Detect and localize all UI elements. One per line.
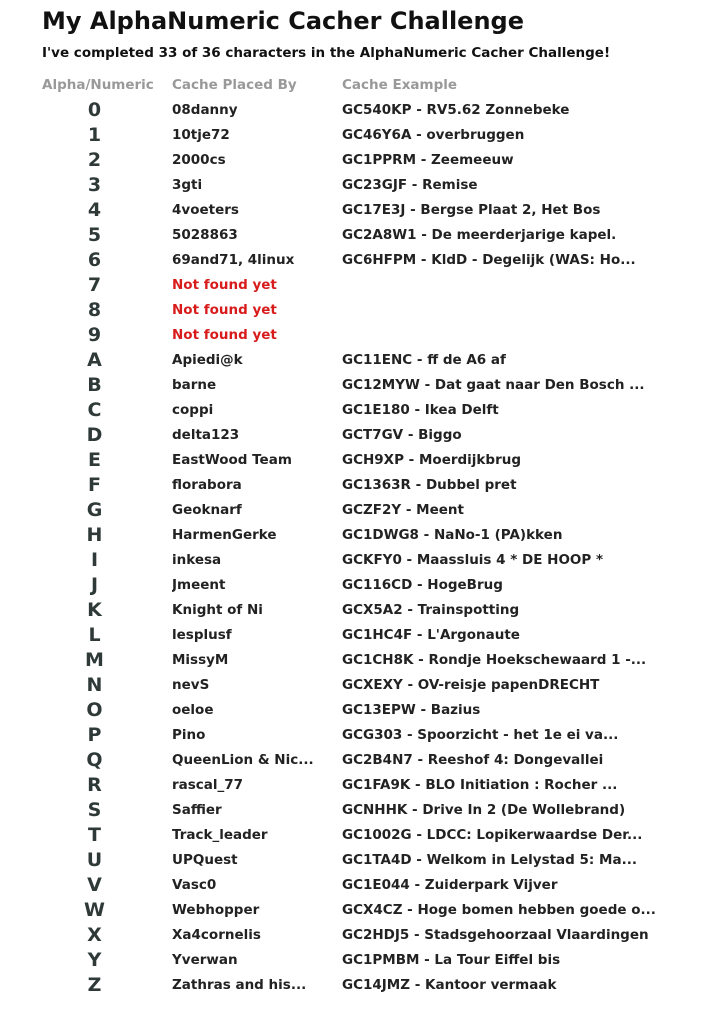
cache-owner: EastWood Team: [172, 452, 292, 468]
not-found-label: Not found yet: [172, 277, 277, 293]
alpha-numeric-character: C: [87, 399, 102, 421]
cache-owner: nevS: [172, 677, 210, 693]
not-found-label: Not found yet: [172, 302, 277, 318]
alpha-numeric-character: W: [84, 899, 105, 921]
alpha-numeric-character: U: [86, 849, 103, 871]
table-row: [42, 198, 712, 223]
alpha-numeric-character: F: [88, 474, 101, 496]
cache-owner: MissyM: [172, 652, 229, 668]
cache-example[interactable]: GCT7GV - Biggo: [342, 427, 462, 443]
cache-example[interactable]: GC2HDJ5 - Stadsgehoorzaal Vlaardingen: [342, 927, 649, 943]
cache-example[interactable]: GC1CH8K - Rondje Hoekschewaard 1 -...: [342, 652, 647, 668]
table-row: [42, 398, 712, 423]
table-row: [42, 848, 712, 873]
alpha-numeric-character: B: [87, 374, 102, 396]
table-row: [42, 648, 712, 673]
alpha-numeric-character: 2: [87, 149, 102, 171]
header-alpha-numeric: Alpha/Numeric: [42, 77, 154, 93]
cache-example[interactable]: GC17E3J - Bergse Plaat 2, Het Bos: [342, 202, 601, 218]
table-row: [42, 973, 712, 998]
alpha-numeric-character: X: [87, 924, 102, 946]
cache-owner: Vasc0: [172, 877, 217, 893]
cache-example[interactable]: GC1FA9K - BLO Initiation : Rocher ...: [342, 777, 618, 793]
cache-owner: Zathras and his...: [172, 977, 307, 993]
table-row: [42, 323, 712, 348]
cache-example[interactable]: GC2A8W1 - De meerderjarige kapel.: [342, 227, 617, 243]
cache-owner: inkesa: [172, 552, 222, 568]
cache-owner: 3gti: [172, 177, 203, 193]
alpha-numeric-character: K: [87, 599, 102, 621]
table-header: [42, 73, 712, 98]
alpha-numeric-character: R: [87, 774, 102, 796]
alpha-numeric-character: G: [86, 499, 103, 521]
table-row: [42, 473, 712, 498]
completion-summary: I've completed 33 of 36 characters in the AlphaNumeric Cacher Challenge!: [42, 45, 611, 61]
cache-owner: Knight of Ni: [172, 602, 263, 618]
cache-owner: 08danny: [172, 102, 238, 118]
table-row: [42, 148, 712, 173]
cache-example[interactable]: GC46Y6A - overbruggen: [342, 127, 525, 143]
cache-example[interactable]: GC1PPRM - Zeemeeuw: [342, 152, 514, 168]
cache-owner: rascal_77: [172, 777, 244, 793]
cache-example[interactable]: GC1HC4F - L'Argonaute: [342, 627, 520, 643]
alpha-numeric-character: L: [88, 624, 101, 646]
alpha-numeric-character: Y: [87, 949, 102, 971]
alpha-numeric-character: M: [85, 649, 104, 671]
table-row: [42, 673, 712, 698]
alpha-numeric-character: Q: [86, 749, 103, 771]
cache-example[interactable]: GCX4CZ - Hoge bomen hebben goede o...: [342, 902, 656, 918]
alpha-numeric-character: 9: [87, 324, 102, 346]
cache-example[interactable]: GC1TA4D - Welkom in Lelystad 5: Ma...: [342, 852, 637, 868]
alpha-numeric-character: A: [87, 349, 102, 371]
table-row: [42, 273, 712, 298]
table-row: [42, 123, 712, 148]
cache-example[interactable]: GC14JMZ - Kantoor vermaak: [342, 977, 557, 993]
alpha-numeric-character: J: [90, 574, 99, 596]
cache-example[interactable]: GC13EPW - Bazius: [342, 702, 481, 718]
cache-owner: HarmenGerke: [172, 527, 277, 543]
cache-owner: QueenLion & Nic...: [172, 752, 314, 768]
cache-owner: Webhopper: [172, 902, 260, 918]
cache-owner: 69and71, 4linux: [172, 252, 295, 268]
cache-example[interactable]: GCZF2Y - Meent: [342, 502, 464, 518]
cache-example[interactable]: GC23GJF - Remise: [342, 177, 478, 193]
header-cache-placed-by: Cache Placed By: [172, 77, 297, 93]
table-row: [42, 548, 712, 573]
alpha-numeric-character: I: [90, 549, 99, 571]
table-row: [42, 248, 712, 273]
alpha-numeric-character: V: [87, 874, 102, 896]
table-row: [42, 523, 712, 548]
table-row: [42, 873, 712, 898]
table-row: [42, 173, 712, 198]
cache-example[interactable]: GC1E044 - Zuiderpark Vijver: [342, 877, 558, 893]
table-row: [42, 573, 712, 598]
cache-example[interactable]: GC11ENC - ff de A6 af: [342, 352, 506, 368]
challenge-table: [42, 98, 712, 998]
cache-owner: oeloe: [172, 702, 214, 718]
table-row: [42, 898, 712, 923]
cache-example[interactable]: GC12MYW - Dat gaat naar Den Bosch ...: [342, 377, 645, 393]
cache-owner: lesplusf: [172, 627, 232, 643]
cache-owner: 2000cs: [172, 152, 226, 168]
cache-owner: Saffier: [172, 802, 222, 818]
cache-example[interactable]: GCXEXY - OV-reisje papenDRECHT: [342, 677, 600, 693]
cache-example[interactable]: GC1DWG8 - NaNo-1 (PA)kken: [342, 527, 563, 543]
table-row: [42, 298, 712, 323]
cache-owner: florabora: [172, 477, 242, 493]
cache-example[interactable]: GC1363R - Dubbel pret: [342, 477, 517, 493]
cache-owner: Track_leader: [172, 827, 268, 843]
table-row: [42, 598, 712, 623]
alpha-numeric-character: 3: [87, 174, 102, 196]
table-row: [42, 723, 712, 748]
cache-owner: Yverwan: [172, 952, 238, 968]
table-row: [42, 223, 712, 248]
alpha-numeric-character: T: [88, 824, 101, 846]
cache-example[interactable]: GC540KP - RV5.62 Zonnebeke: [342, 102, 570, 118]
alpha-numeric-character: P: [87, 724, 102, 746]
cache-owner: 5028863: [172, 227, 238, 243]
table-row: [42, 798, 712, 823]
table-row: [42, 823, 712, 848]
challenge-page: [42, 4, 712, 998]
table-row: [42, 448, 712, 473]
cache-example[interactable]: GCNHHK - Drive In 2 (De Wollebrand): [342, 802, 626, 818]
table-row: [42, 923, 712, 948]
cache-example[interactable]: GC6HFPM - KldD - Degelijk (WAS: Ho...: [342, 252, 636, 268]
alpha-numeric-character: 0: [87, 99, 102, 121]
table-row: [42, 423, 712, 448]
cache-owner: Pino: [172, 727, 206, 743]
cache-example[interactable]: GC2B4N7 - Reeshof 4: Dongevallei: [342, 752, 604, 768]
alpha-numeric-character: D: [86, 424, 103, 446]
page-title: My AlphaNumeric Cacher Challenge: [42, 7, 525, 35]
not-found-label: Not found yet: [172, 327, 277, 343]
cache-example[interactable]: GCH9XP - Moerdijkbrug: [342, 452, 522, 468]
alpha-numeric-character: Z: [87, 974, 102, 996]
header-cache-example: Cache Example: [342, 77, 458, 93]
table-row: [42, 623, 712, 648]
table-row: [42, 373, 712, 398]
cache-owner: 10tje72: [172, 127, 230, 143]
alpha-numeric-character: 5: [87, 224, 102, 246]
cache-owner: UPQuest: [172, 852, 238, 868]
cache-example[interactable]: GC1E180 - Ikea Delft: [342, 402, 499, 418]
cache-owner: Apiedi@k: [172, 352, 243, 368]
cache-owner: Geoknarf: [172, 502, 242, 518]
alpha-numeric-character: N: [86, 674, 103, 696]
alpha-numeric-character: 8: [87, 299, 102, 321]
table-row: [42, 948, 712, 973]
cache-owner: 4voeters: [172, 202, 239, 218]
cache-example[interactable]: GC1PMBM - La Tour Eiffel bis: [342, 952, 561, 968]
table-row: [42, 98, 712, 123]
alpha-numeric-character: S: [87, 799, 102, 821]
cache-owner: barne: [172, 377, 217, 393]
alpha-numeric-character: 4: [87, 199, 102, 221]
cache-owner: delta123: [172, 427, 240, 443]
alpha-numeric-character: H: [86, 524, 103, 546]
table-row: [42, 748, 712, 773]
cache-example[interactable]: GC1002G - LDCC: Lopikerwaardse Der...: [342, 827, 643, 843]
cache-owner: coppi: [172, 402, 214, 418]
alpha-numeric-character: 7: [87, 274, 102, 296]
cache-owner: Jmeent: [172, 577, 226, 593]
alpha-numeric-character: O: [86, 699, 103, 721]
table-row: [42, 773, 712, 798]
cache-example[interactable]: GCG303 - Spoorzicht - het 1e ei va...: [342, 727, 619, 743]
cache-example[interactable]: GCX5A2 - Trainspotting: [342, 602, 520, 618]
alpha-numeric-character: 1: [87, 124, 102, 146]
table-row: [42, 698, 712, 723]
alpha-numeric-character: 6: [87, 249, 102, 271]
table-row: [42, 498, 712, 523]
cache-owner: Xa4cornelis: [172, 927, 261, 943]
alpha-numeric-character: E: [88, 449, 101, 471]
table-row: [42, 348, 712, 373]
cache-example[interactable]: GC116CD - HogeBrug: [342, 577, 503, 593]
cache-example[interactable]: GCKFY0 - Maassluis 4 * DE HOOP *: [342, 552, 604, 568]
